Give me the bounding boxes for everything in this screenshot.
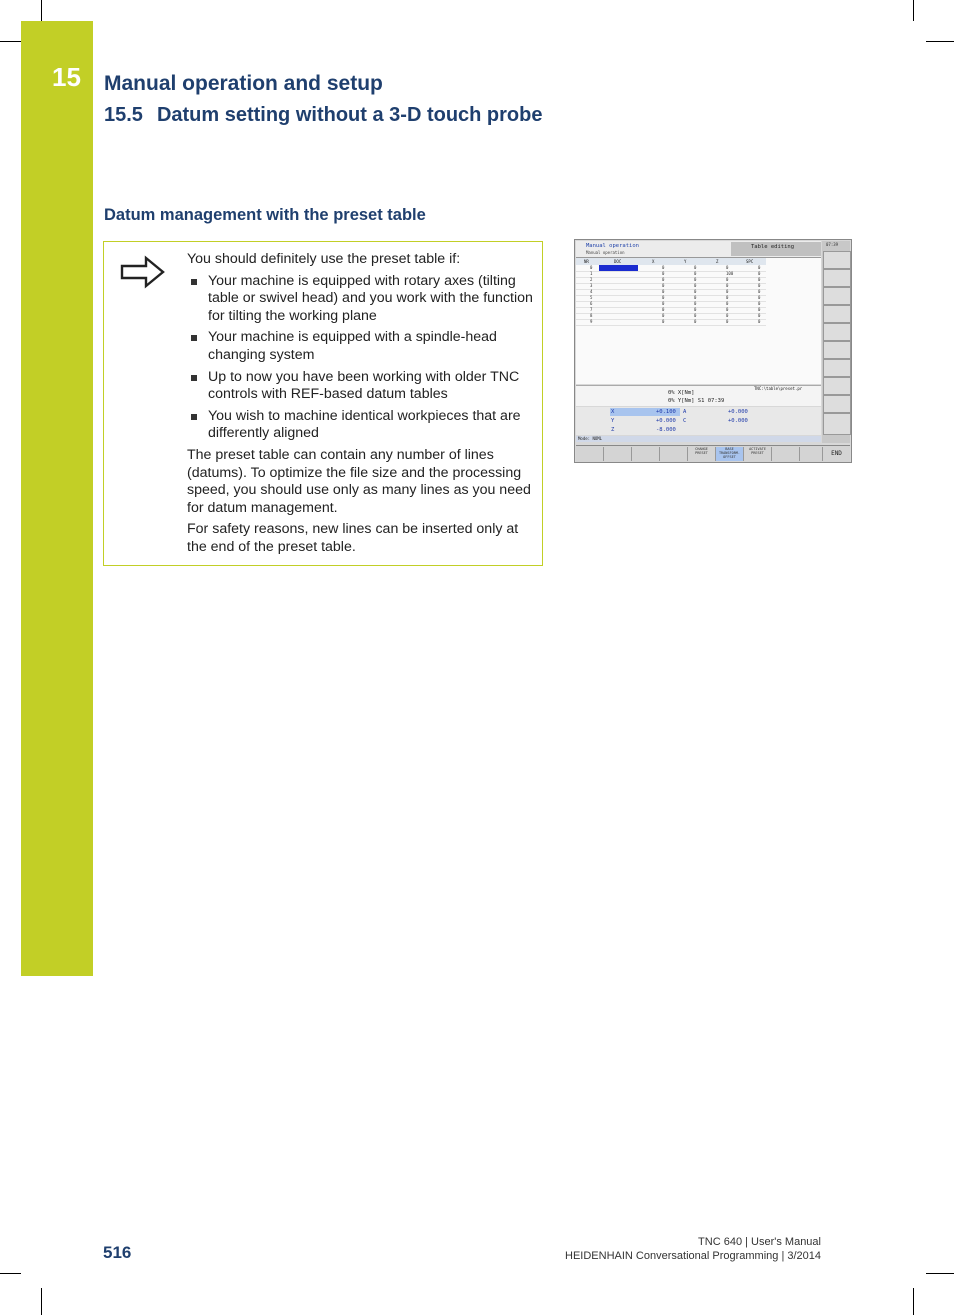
table-cell: 0: [694, 289, 697, 294]
status-line: 0% X[Nm]: [668, 390, 695, 396]
column-header: SPC: [746, 259, 754, 264]
softkey[interactable]: [660, 447, 688, 461]
row-index: 0: [590, 265, 593, 270]
tnc-screenshot: [574, 239, 852, 463]
softkey[interactable]: [604, 447, 632, 461]
side-softkey[interactable]: [823, 251, 851, 269]
table-cell: 0: [662, 319, 665, 324]
axis-value: +0.100: [656, 409, 676, 415]
screen-statusbar: [576, 436, 821, 442]
column-header: X: [652, 259, 655, 264]
axis-label: Y: [611, 418, 615, 424]
screen-mode2: Table editing: [751, 244, 795, 250]
softkey-bar: [576, 445, 850, 462]
column-header: Z: [716, 259, 719, 264]
table-cell: 0: [694, 307, 697, 312]
table-cell: 0: [758, 301, 761, 306]
side-softkey[interactable]: [823, 305, 851, 323]
row-index: 2: [590, 277, 593, 282]
table-cell: 0: [662, 277, 665, 282]
table-cell: 0: [758, 283, 761, 288]
table-cell: 0: [758, 313, 761, 318]
table-cell: 0: [726, 265, 729, 270]
table-cell: 0: [726, 289, 729, 294]
axis-value: +0.000: [656, 418, 676, 424]
crop-mark: [0, 1273, 21, 1274]
table-cell: 0: [694, 271, 697, 276]
table-cell: 0: [758, 295, 761, 300]
note-body: [187, 251, 535, 561]
column-header: DOC: [614, 259, 622, 264]
table-cell: 0: [662, 307, 665, 312]
axis-value: +0.000: [728, 418, 748, 424]
section-title-text: Datum setting without a 3-D touch probe: [156, 104, 543, 126]
table-cell: 0: [726, 301, 729, 306]
table-cell: 100: [726, 271, 734, 276]
side-softkey[interactable]: [823, 359, 851, 377]
table-cell: 0: [662, 265, 665, 270]
table-cell: 0: [726, 295, 729, 300]
axis-row-c: [682, 417, 752, 425]
side-softkey[interactable]: [823, 413, 851, 435]
preset-table: [576, 258, 821, 384]
softkey[interactable]: [800, 447, 823, 461]
crop-mark: [913, 0, 914, 21]
row-index: 7: [590, 307, 593, 312]
position-display: [576, 407, 821, 435]
column-header: NR: [584, 259, 589, 264]
axis-value: +0.000: [728, 409, 748, 415]
file-path: TNC:\table\preset.pr: [754, 386, 803, 391]
column-header: Y: [684, 259, 687, 264]
table-cell: 0: [694, 295, 697, 300]
table-cell: 0: [726, 283, 729, 288]
section-number: 15.5: [104, 104, 143, 126]
table-cell: 0: [726, 307, 729, 312]
table-cell: 0: [662, 301, 665, 306]
table-cell: 0: [726, 313, 729, 318]
side-softkey[interactable]: [823, 341, 851, 359]
crop-mark: [926, 41, 954, 42]
note-intro: You should definitely use the preset table if:: [187, 251, 461, 267]
softkey[interactable]: [772, 447, 800, 461]
table-cell: 0: [662, 271, 665, 276]
axis-label: C: [683, 418, 687, 424]
table-cell: 0: [694, 319, 697, 324]
table-cell: 0: [662, 283, 665, 288]
footer-line: HEIDENHAIN Conversational Programming | 3/2014: [565, 1250, 821, 1262]
row-index: 6: [590, 301, 593, 306]
softkey-change-preset[interactable]: CHANGE PRESET: [688, 447, 716, 461]
table-cell: 0: [758, 319, 761, 324]
axis-label: X: [611, 409, 615, 415]
table-cell: 0: [694, 265, 697, 270]
axis-row-y: [610, 417, 680, 425]
footer-info: [565, 1235, 821, 1263]
chapter-number: 15: [52, 62, 81, 92]
softkey-end[interactable]: END: [831, 450, 842, 457]
side-softkey[interactable]: [823, 377, 851, 395]
axis-row-a: [682, 408, 752, 416]
list-item: You wish to machine identical workpieces that are differently aligned: [187, 408, 535, 443]
section-title: [104, 104, 542, 127]
axis-row-x: [610, 408, 680, 416]
table-cell: 0: [662, 295, 665, 300]
list-item: Your machine is equipped with rotary axes (tilting table or swivel head) and you work with the function for tilting the working plane: [187, 273, 535, 326]
table-cell: 0: [662, 289, 665, 294]
status-mode: Mode: NOML: [578, 436, 603, 441]
screen-mode-sub: Manual operation: [586, 250, 625, 255]
table-cell: 0: [694, 277, 697, 282]
note-paragraph: For safety reasons, new lines can be inserted only at the end of the preset table.: [187, 521, 519, 555]
table-cell: 0: [726, 319, 729, 324]
row-index: 3: [590, 283, 593, 288]
screen-header: [576, 241, 821, 258]
screen-status-area: [576, 385, 821, 406]
side-softkey[interactable]: [823, 323, 851, 341]
page-number: 516: [103, 1243, 132, 1262]
row-index: 5: [590, 295, 593, 300]
softkey-base-transform[interactable]: BASE TRANSFORM. OFFSET: [716, 447, 744, 461]
table-cell: 0: [726, 277, 729, 282]
crop-mark: [926, 1273, 954, 1274]
side-softkey[interactable]: [823, 287, 851, 305]
crop-mark: [0, 41, 21, 42]
footer-line: TNC 640 | User's Manual: [698, 1236, 821, 1248]
axis-label: Z: [611, 427, 615, 433]
table-row[interactable]: [576, 319, 766, 326]
row-index: 4: [590, 289, 593, 294]
table-cell: 0: [758, 277, 761, 282]
row-index: 9: [590, 319, 593, 324]
table-cell: 0: [758, 265, 761, 270]
table-cell: 0: [758, 271, 761, 276]
chapter-title: Manual operation and setup: [104, 72, 383, 95]
crop-mark: [913, 1288, 914, 1315]
axis-row-z: [610, 426, 680, 434]
subheading: Datum management with the preset table: [104, 206, 426, 224]
table-cell: 0: [758, 289, 761, 294]
crop-mark: [41, 0, 42, 21]
status-line: 0% Y[Nm] S1 07:39: [668, 398, 725, 404]
screen-clock: 07:39: [826, 242, 839, 247]
table-cell: 0: [694, 283, 697, 288]
note-list: [187, 273, 535, 443]
axis-label: A: [683, 409, 687, 415]
note-box: [103, 241, 543, 566]
screen-mode: Manual operation: [586, 243, 639, 249]
softkey-activate-preset[interactable]: ACTIVATE PRESET: [744, 447, 772, 461]
table-cell: 0: [694, 313, 697, 318]
note-paragraph: The preset table can contain any number of lines (datums). To optimize the file size and the processing speed, you should use only as many lines as you need for datum management.: [187, 446, 531, 516]
crop-mark: [41, 1288, 42, 1315]
screen-side-panel: [822, 241, 850, 443]
screen-mode2-box: [731, 242, 821, 256]
softkey[interactable]: [632, 447, 660, 461]
side-softkey[interactable]: [823, 395, 851, 413]
list-item: Up to now you have been working with older TNC controls with REF-based datum tables: [187, 369, 535, 404]
table-cell: 0: [758, 307, 761, 312]
table-cell: 0: [662, 313, 665, 318]
side-softkey[interactable]: [823, 269, 851, 287]
chapter-sidebar: [21, 21, 93, 976]
softkey[interactable]: [576, 447, 604, 461]
table-header: [576, 258, 766, 265]
arrow-right-icon: [120, 255, 166, 294]
list-item: Your machine is equipped with a spindle-head changing system: [187, 329, 535, 364]
axis-value: -8.000: [656, 427, 676, 433]
table-cell: 0: [694, 301, 697, 306]
row-index: 8: [590, 313, 593, 318]
row-index: 1: [590, 271, 593, 276]
